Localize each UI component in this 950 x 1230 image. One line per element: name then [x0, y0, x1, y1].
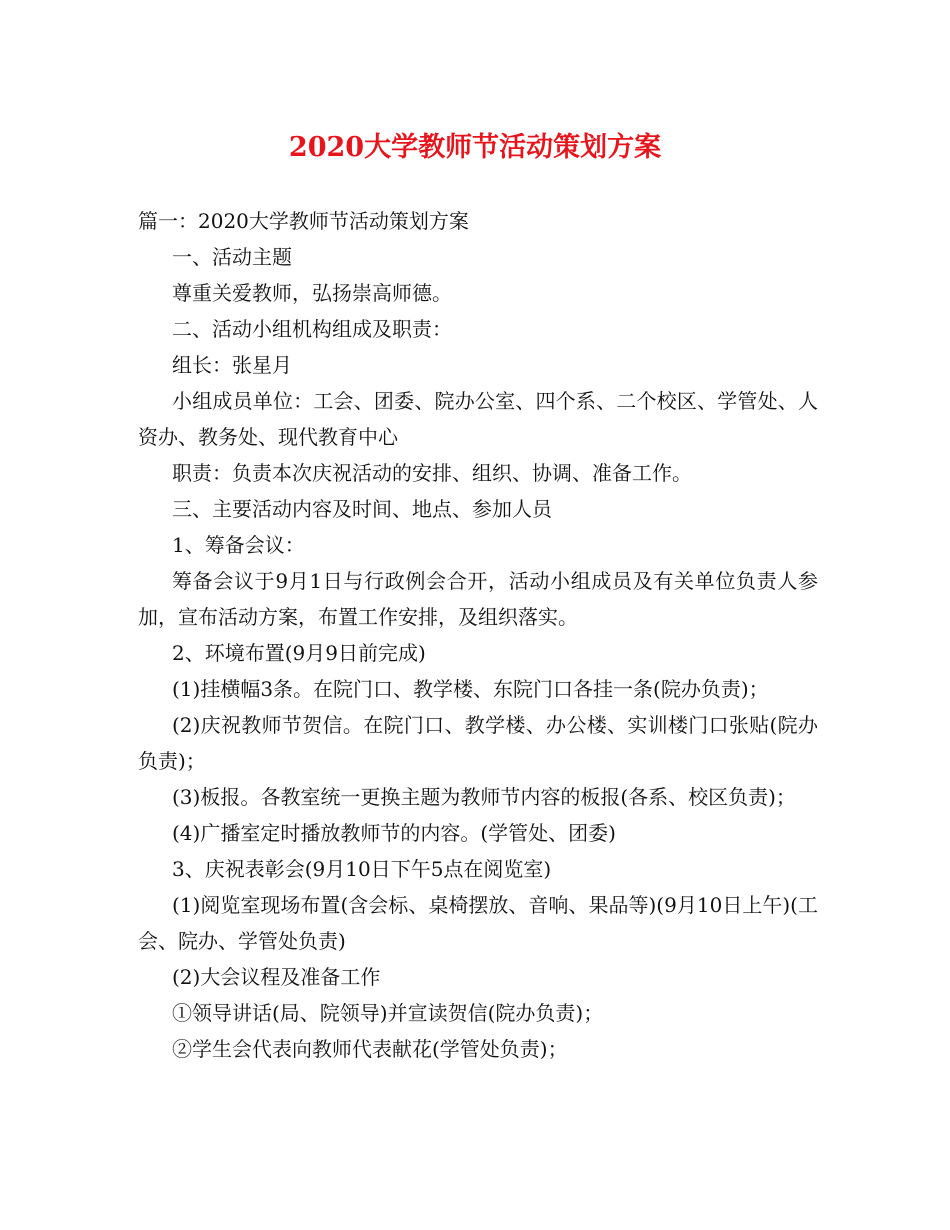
paragraph: (4)广播室定时播放教师节的内容。(学管处、团委) — [172, 821, 616, 845]
paragraph: 组长：张星月 — [172, 353, 292, 377]
paragraph: 职责：负责本次庆祝活动的安排、组织、协调、准备工作。 — [172, 461, 692, 485]
paragraph: 三、主要活动内容及时间、地点、参加人员 — [172, 497, 552, 521]
paragraph: (1)挂横幅3条。在院门口、教学楼、东院门口各挂一条(院办负责)； — [172, 677, 769, 701]
paragraph: ①领导讲话(局、院领导)并宣读贺信(院办负责)； — [172, 1001, 604, 1025]
paragraph: 尊重关爱教师，弘扬崇高师德。 — [172, 281, 452, 305]
paragraph: (2)大会议程及准备工作 — [172, 965, 381, 989]
document-body — [138, 203, 818, 1067]
paragraph: (3)板报。各教室统一更换主题为教师节内容的板报(各系、校区负责)； — [172, 785, 796, 809]
paragraph: (2)庆祝教师节贺信。在院门口、教学楼、办公楼、实训楼门口张贴(院办负责)； — [138, 713, 818, 773]
paragraph: 1、筹备会议： — [172, 533, 305, 557]
paragraph: 一、活动主题 — [172, 245, 292, 269]
paragraph: 篇一：2020大学教师节活动策划方案 — [138, 209, 469, 233]
paragraph: 2、环境布置(9月9日前完成) — [172, 641, 426, 665]
paragraph: (1)阅览室现场布置(含会标、桌椅摆放、音响、果品等)(9月10日上午)(工会、院办、学管处负责) — [138, 893, 818, 953]
document-title: 2020大学教师节活动策划方案 — [288, 132, 662, 163]
paragraph: 3、庆祝表彰会(9月10日下午5点在阅览室) — [172, 857, 552, 881]
paragraph: 小组成员单位：工会、团委、院办公室、四个系、二个校区、学管处、人资办、教务处、现代教育中心 — [138, 389, 818, 449]
paragraph: 二、活动小组机构组成及职责： — [172, 317, 452, 341]
paragraph: 筹备会议于9月1日与行政例会合开，活动小组成员及有关单位负责人参加，宣布活动方案，布置工作安排，及组织落实。 — [138, 569, 818, 629]
paragraph: ②学生会代表向教师代表献花(学管处负责)； — [172, 1037, 568, 1061]
